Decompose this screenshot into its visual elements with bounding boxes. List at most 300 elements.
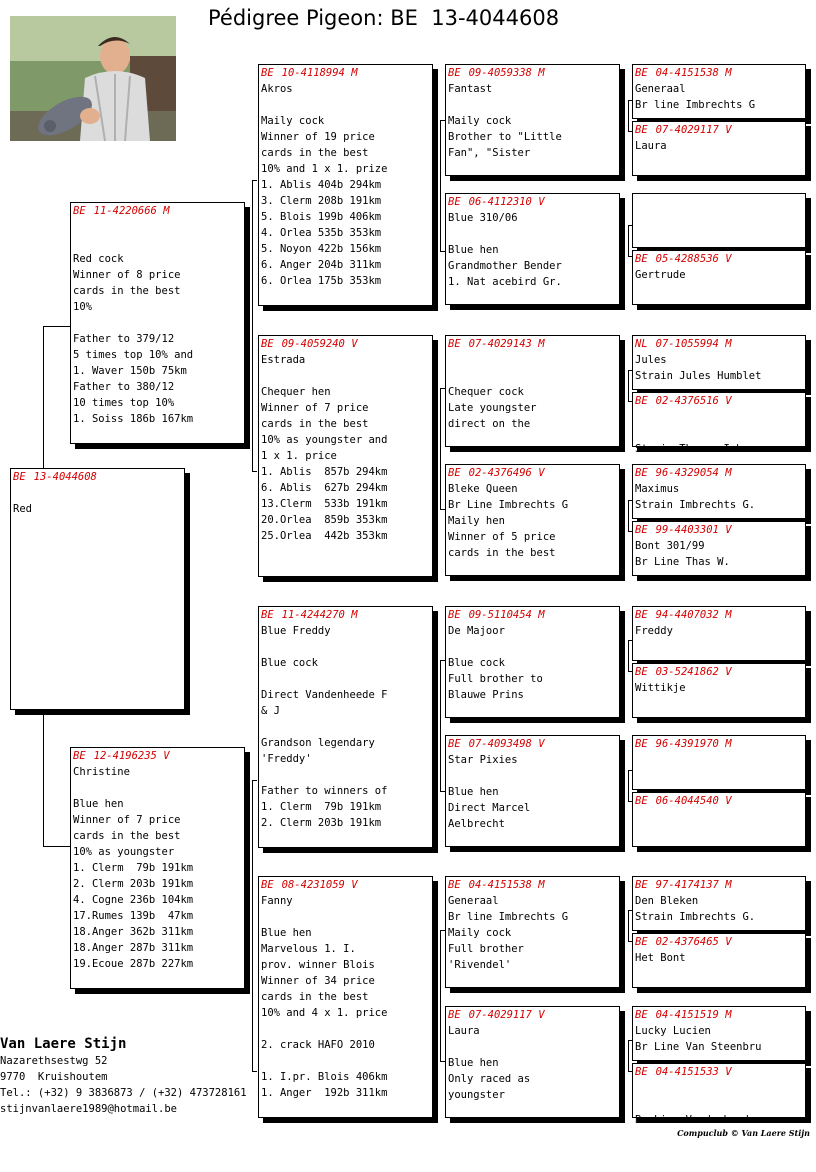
- ring-number: 07-4029143: [468, 338, 532, 350]
- pedigree-card-mf[interactable]: [258, 606, 433, 848]
- pedigree-card-g16[interactable]: [632, 1063, 806, 1126]
- pigeon-info-line: 10% and 1 x 1. prize: [261, 163, 388, 175]
- pigeon-info-line: [633, 425, 805, 441]
- pigeon-info-line: Strain Imbrechts G.: [635, 499, 756, 511]
- pigeon-info-line: [633, 283, 805, 299]
- owner-city: 9770 Kruishoutem: [0, 1071, 108, 1083]
- pigeon-name: Estrada: [261, 354, 306, 366]
- pedigree-card-g13[interactable]: [632, 876, 806, 931]
- ring-sex: M: [351, 67, 358, 79]
- pigeon-info-line: cards in the best: [73, 285, 181, 297]
- ring-code: [633, 522, 805, 538]
- pigeon-name: [633, 752, 805, 768]
- ring-number: 11-4244270: [281, 609, 345, 621]
- pigeon-info-line: [446, 97, 619, 113]
- pigeon-info-line: 18.Anger 362b 311km: [73, 926, 194, 938]
- connector: [43, 326, 70, 327]
- pedigree-card-mother[interactable]: [70, 747, 245, 989]
- pigeon-name: Wittikje: [635, 682, 686, 694]
- pigeon-info-line: Aelbrecht: [448, 818, 505, 830]
- pigeon-name: [633, 1080, 805, 1096]
- pigeon-name: Bleke Queen: [448, 483, 518, 495]
- pigeon-info-line: Full brother to: [448, 673, 543, 685]
- ring-code: [633, 336, 805, 352]
- pigeon-info-line: Blue hen: [73, 798, 124, 810]
- pigeon-info-line: 5 times top 10% and: [73, 349, 194, 361]
- ring-country: BE: [448, 879, 461, 891]
- ring-code: [633, 793, 805, 809]
- pigeon-name: [71, 219, 244, 235]
- ring-country: BE: [73, 750, 86, 762]
- owner-contact: [0, 1035, 247, 1117]
- pigeon-info-line: Red cock: [73, 253, 124, 265]
- pigeon-info-line: 1. Clerm 79b 191km: [261, 801, 382, 813]
- ring-code: [633, 122, 805, 138]
- ring-number: 02-4376465: [655, 936, 719, 948]
- ring-sex: M: [538, 879, 545, 891]
- pigeon-info-line: [259, 368, 432, 384]
- pedigree-card-g3[interactable]: [632, 193, 806, 248]
- pigeon-info-line: 13.Clerm 533b 191km: [261, 498, 388, 510]
- pigeon-info-line: 10 times top 10%: [73, 397, 175, 409]
- ring-number: 09-4059338: [468, 67, 532, 79]
- ring-sex: V: [725, 124, 732, 136]
- ring-sex: M: [538, 338, 545, 350]
- pigeon-info-line: 10%: [73, 301, 92, 313]
- pigeon-info-line: [446, 368, 619, 384]
- pigeon-info-line: Blue cock: [261, 657, 318, 669]
- ring-sex: V: [538, 738, 545, 750]
- pigeon-info-line: 'Freddy': [261, 753, 312, 765]
- pigeon-name: Lucky Lucien: [635, 1025, 711, 1037]
- pedigree-card-subject[interactable]: [10, 468, 185, 710]
- pigeon-info-line: [633, 966, 805, 982]
- ring-country: BE: [635, 879, 648, 891]
- pigeon-name: [446, 352, 619, 368]
- ring-country: BE: [635, 795, 648, 807]
- pigeon-info-line: 1. Soiss 186b 167km: [73, 413, 194, 425]
- pigeon-info-line: Strain Jules Humblet: [635, 370, 762, 382]
- pigeon-info-line: 10% and 4 x 1. price: [261, 1007, 388, 1019]
- ring-sex: V: [725, 1066, 732, 1078]
- pigeon-info-line: Winner of 19 price: [261, 131, 375, 143]
- pigeon-info-line: [259, 767, 432, 783]
- ring-country: BE: [448, 609, 461, 621]
- ring-code: [446, 194, 619, 210]
- pedigree-card-g5[interactable]: [632, 335, 806, 390]
- ring-sex: V: [725, 524, 732, 536]
- pedigree-card-father[interactable]: [70, 202, 245, 444]
- ring-number: 05-4288536: [655, 253, 719, 265]
- pigeon-info-line: [633, 768, 805, 784]
- pigeon-info-line: Red: [13, 503, 32, 515]
- ring-country: BE: [13, 471, 26, 483]
- pigeon-info-line: [633, 696, 805, 712]
- ring-country: BE: [635, 936, 648, 948]
- pigeon-info-line: Br line Imbrechts G: [448, 911, 569, 923]
- pigeon-info-line: Winner of 34 price: [261, 975, 375, 987]
- ring-country: BE: [73, 205, 86, 217]
- pigeon-info-line: 20.Orlea 859b 353km: [261, 514, 388, 526]
- ring-number: 96-4391970: [655, 738, 719, 750]
- pigeon-info-line: 1. I.pr. Blois 406km: [261, 1071, 388, 1083]
- owner-email[interactable]: stijnvanlaere1989@hotmail.be: [0, 1103, 178, 1115]
- pedigree-card-g11[interactable]: [632, 735, 806, 790]
- ring-number: 02-4376516: [655, 395, 719, 407]
- ring-country: BE: [635, 253, 648, 265]
- pigeon-info-line: [633, 154, 805, 170]
- ring-sex: V: [725, 795, 732, 807]
- pigeon-info-line: [71, 780, 244, 796]
- ring-sex: M: [725, 609, 732, 621]
- ring-country: BE: [635, 524, 648, 536]
- pigeon-name: Christine: [73, 766, 130, 778]
- pigeon-info-line: Maily cock: [448, 115, 512, 127]
- pigeon-info-line: Brother to "Little: [448, 131, 562, 143]
- pedigree-card-g14[interactable]: [632, 933, 806, 988]
- ring-country: BE: [635, 395, 648, 407]
- page-title: Pédigree Pigeon: BE 13-4044608: [208, 6, 560, 30]
- pedigree-card-g7[interactable]: [632, 464, 806, 519]
- pigeon-info-line: 5. Blois 199b 406km: [261, 211, 382, 223]
- pigeon-info-line: Maily cock: [261, 115, 325, 127]
- pigeon-name: Freddy: [635, 625, 673, 637]
- owner-address: Nazarethsestwg 52: [0, 1055, 108, 1067]
- ring-code: [446, 65, 619, 81]
- ring-number: 13-4044608: [33, 471, 97, 483]
- pigeon-info-line: Full brother: [448, 943, 524, 955]
- pigeon-info-line: Late youngster: [448, 402, 537, 414]
- pigeon-info-line: Blue hen: [448, 244, 499, 256]
- pigeon-info-line: cards in the best: [261, 991, 369, 1003]
- ring-code: [633, 251, 805, 267]
- pigeon-info-line: [633, 639, 805, 655]
- pigeon-info-line: Direct Vandenheede F: [261, 689, 388, 701]
- ring-number: 04-4151533: [655, 1066, 719, 1078]
- ring-number: 06-4044540: [655, 795, 719, 807]
- pigeon-info-line: [259, 671, 432, 687]
- ring-sex: M: [538, 67, 545, 79]
- footer-credit: Compuclub © Van Laere Stijn: [677, 1128, 810, 1138]
- pigeon-info-line: Br Line Vandenheede: [635, 1114, 756, 1126]
- connector: [43, 709, 44, 846]
- owner-phone: Tel.: (+32) 9 3836873 / (+32) 473728161: [0, 1087, 247, 1099]
- pigeon-name: Maximus: [635, 483, 680, 495]
- pigeon-info-line: Chequer hen: [261, 386, 331, 398]
- pigeon-name: Fantast: [448, 83, 493, 95]
- pigeon-info-line: Blue hen: [261, 927, 312, 939]
- pedigree-card-fm[interactable]: [258, 335, 433, 577]
- pigeon-info-line: 1. Nat acebird Gr.: [448, 276, 562, 288]
- pigeon-info-line: youngster: [448, 1089, 505, 1101]
- pigeon-info-line: Br Line Van Steenbru: [635, 1041, 762, 1053]
- ring-sex: M: [351, 609, 358, 621]
- pigeon-name: Generaal: [635, 83, 686, 95]
- pigeon-info-line: 6. Ablis 627b 294km: [261, 482, 388, 494]
- ring-country: BE: [635, 738, 648, 750]
- ring-code: [11, 469, 184, 485]
- pigeon-info-line: Br Line Thas W.: [635, 556, 730, 568]
- pigeon-info-line: 25.Orlea 442b 353km: [261, 530, 388, 542]
- ring-country: BE: [635, 467, 648, 479]
- pedigree-card-g8[interactable]: [632, 521, 806, 576]
- ring-number: 09-5110454: [468, 609, 532, 621]
- pedigree-card-fff[interactable]: [445, 64, 620, 176]
- ring-code: [633, 393, 805, 409]
- pigeon-info-line: [259, 1053, 432, 1069]
- pigeon-name: Star Pixies: [448, 754, 518, 766]
- pigeon-info-line: 1 x 1. price: [261, 450, 337, 462]
- pedigree-card-g10[interactable]: [632, 663, 806, 718]
- pigeon-info-line: Winner of 8 price: [73, 269, 181, 281]
- pedigree-card-g15[interactable]: [632, 1006, 806, 1061]
- pedigree-card-mmm[interactable]: [445, 1006, 620, 1118]
- pedigree-card-mmf[interactable]: [445, 876, 620, 988]
- ring-sex: V: [538, 467, 545, 479]
- ring-code: [71, 748, 244, 764]
- pigeon-info-line: [259, 97, 432, 113]
- pigeon-info-line: cards in the best: [73, 830, 181, 842]
- ring-country: NL: [635, 338, 648, 350]
- ring-number: 07-4029117: [655, 124, 719, 136]
- pedigree-card-fmm[interactable]: [445, 464, 620, 576]
- ring-number: 94-4407032: [655, 609, 719, 621]
- pigeon-info-line: & J: [261, 705, 280, 717]
- pigeon-name: Het Bont: [635, 952, 686, 964]
- pedigree-card-g1[interactable]: [632, 64, 806, 119]
- pigeon-info-line: 1. Anger 192b 311km: [261, 1087, 388, 1099]
- ring-country: BE: [635, 1066, 648, 1078]
- pigeon-name: Fanny: [261, 895, 293, 907]
- ring-code: [633, 194, 805, 210]
- pigeon-info-line: Maily cock: [448, 927, 512, 939]
- pigeon-info-line: Father to 379/12: [73, 333, 175, 345]
- pedigree-card-g2[interactable]: [632, 121, 806, 176]
- ring-country: BE: [261, 67, 274, 79]
- pigeon-info-line: Blue hen: [448, 1057, 499, 1069]
- pedigree-card-mff[interactable]: [445, 606, 620, 718]
- pigeon-info-line: prov. winner Blois: [261, 959, 375, 971]
- pigeon-info-line: 10% as youngster: [73, 846, 175, 858]
- pigeon-info-line: 2. Clerm 203b 191km: [73, 878, 194, 890]
- ring-sex: V: [163, 750, 170, 762]
- ring-code: [446, 877, 619, 893]
- ring-number: 97-4174137: [655, 879, 719, 891]
- pigeon-info-line: Winner of 5 price: [448, 531, 556, 543]
- owner-name: Van Laere Stijn: [0, 1036, 127, 1052]
- pigeon-info-line: Br Line Imbrechts G: [448, 499, 569, 511]
- photo-image: [10, 16, 176, 141]
- ring-sex: M: [725, 738, 732, 750]
- pigeon-info-line: [633, 825, 805, 841]
- ring-sex: M: [725, 338, 732, 350]
- ring-number: 96-4329054: [655, 467, 719, 479]
- pedigree-card-mm[interactable]: [258, 876, 433, 1118]
- pigeon-info-line: [71, 235, 244, 251]
- pigeon-info-line: Father to 380/12: [73, 381, 175, 393]
- pigeon-info-line: cards in the best: [261, 147, 369, 159]
- ring-sex: M: [725, 467, 732, 479]
- ring-country: BE: [448, 1009, 461, 1021]
- pigeon-info-line: [633, 1096, 805, 1112]
- ring-number: 11-4220666: [93, 205, 157, 217]
- ring-sex: V: [725, 395, 732, 407]
- pedigree-card-ff[interactable]: [258, 64, 433, 306]
- pigeon-info-line: cards in the best: [261, 418, 369, 430]
- pigeon-info-line: Father to winners of: [261, 785, 388, 797]
- pigeon-info-line: 4. Cogne 236b 104km: [73, 894, 194, 906]
- ring-code: [446, 336, 619, 352]
- pigeon-info-line: 1. Waver 150b 75km: [73, 365, 187, 377]
- ring-country: BE: [635, 609, 648, 621]
- pigeon-info-line: [71, 315, 244, 331]
- ring-number: 02-4376496: [468, 467, 532, 479]
- pigeon-info-line: [259, 909, 432, 925]
- pigeon-name: De Majoor: [448, 625, 505, 637]
- pedigree-card-g4[interactable]: [632, 250, 806, 305]
- pigeon-name: Generaal: [448, 895, 499, 907]
- pigeon-info-line: [446, 1039, 619, 1055]
- ring-sex: M: [725, 879, 732, 891]
- connector-bracket: [252, 180, 257, 472]
- pigeon-name: Laura: [448, 1025, 480, 1037]
- ring-country: BE: [448, 196, 461, 208]
- pigeon-info-line: [259, 719, 432, 735]
- pigeon-name: Blue 310/06: [448, 212, 518, 224]
- pigeon-info-line: [446, 768, 619, 784]
- ring-number: 10-4118994: [281, 67, 345, 79]
- pigeon-info-line: direct on the: [448, 418, 531, 430]
- pigeon-info-line: 5. Noyon 422b 156km: [261, 243, 382, 255]
- ring-sex: V: [351, 338, 358, 350]
- pigeon-info-line: 17.Rumes 139b 47km: [73, 910, 194, 922]
- pedigree-card-g6[interactable]: [632, 392, 806, 455]
- ring-number: 07-1055994: [655, 338, 719, 350]
- ring-code: [259, 607, 432, 623]
- ring-number: 99-4403301: [655, 524, 719, 536]
- pigeon-info-line: [259, 1021, 432, 1037]
- pigeon-info-line: [446, 226, 619, 242]
- pigeon-info-line: [633, 226, 805, 242]
- pigeon-info-line: Grandson legendary: [261, 737, 375, 749]
- ring-code: [259, 877, 432, 893]
- ring-code: [633, 877, 805, 893]
- pigeon-name: [11, 485, 184, 501]
- ring-country: BE: [635, 1009, 648, 1021]
- pigeon-name: Blue Freddy: [261, 625, 331, 637]
- ring-code: [633, 465, 805, 481]
- pigeon-name: [633, 210, 805, 226]
- pigeon-info-line: 'Rivendel': [448, 959, 512, 971]
- pigeon-name: Den Bleken: [635, 895, 699, 907]
- pigeon-info-line: 1. Clerm 79b 191km: [73, 862, 194, 874]
- connector-bracket: [252, 780, 257, 1072]
- ring-number: 06-4112310: [468, 196, 532, 208]
- ring-sex: V: [725, 936, 732, 948]
- pigeon-name: Akros: [261, 83, 293, 95]
- ring-sex: V: [538, 1009, 545, 1021]
- pigeon-info-line: Blauwe Prins: [448, 689, 524, 701]
- pigeon-info-line: 1. Ablis 857b 294km: [261, 466, 388, 478]
- ring-country: BE: [448, 738, 461, 750]
- pigeon-info-line: [446, 639, 619, 655]
- pigeon-info-line: 18.Anger 287b 311km: [73, 942, 194, 954]
- pigeon-holder-photo: [10, 16, 176, 141]
- pigeon-info-line: 2. crack HAFO 2010: [261, 1039, 375, 1051]
- pedigree-card-mfm[interactable]: [445, 735, 620, 847]
- ring-code: [633, 607, 805, 623]
- ring-number: 03-5241862: [655, 666, 719, 678]
- pedigree-card-g9[interactable]: [632, 606, 806, 661]
- ring-country: BE: [635, 124, 648, 136]
- ring-country: BE: [448, 467, 461, 479]
- ring-sex: V: [725, 253, 732, 265]
- ring-code: [633, 736, 805, 752]
- ring-number: 07-4029117: [468, 1009, 532, 1021]
- pigeon-info-line: 19.Ecoue 287b 227km: [73, 958, 194, 970]
- pigeon-name: [633, 409, 805, 425]
- ring-country: BE: [635, 67, 648, 79]
- ring-number: 09-4059240: [281, 338, 345, 350]
- ring-sex: M: [163, 205, 170, 217]
- ring-country: BE: [261, 338, 274, 350]
- pigeon-name: Laura: [635, 140, 667, 152]
- pigeon-info-line: Maily hen: [448, 515, 505, 527]
- ring-code: [633, 65, 805, 81]
- ring-number: 08-4231059: [281, 879, 345, 891]
- ring-number: 04-4151538: [655, 67, 719, 79]
- pedigree-card-g12[interactable]: [632, 792, 806, 847]
- pigeon-info-line: Blue cock: [448, 657, 505, 669]
- pigeon-info-line: Blue hen: [448, 786, 499, 798]
- pigeon-info-line: Grandmother Bender: [448, 260, 562, 272]
- pigeon-name: Jules: [635, 354, 667, 366]
- ring-sex: V: [725, 666, 732, 678]
- pigeon-info-line: [259, 639, 432, 655]
- ring-country: BE: [448, 67, 461, 79]
- connector: [43, 846, 70, 847]
- ring-sex: V: [538, 196, 545, 208]
- ring-code: [633, 1007, 805, 1023]
- ring-country: BE: [448, 338, 461, 350]
- ring-code: [71, 203, 244, 219]
- pigeon-name: Gertrude: [635, 269, 686, 281]
- ring-sex: V: [351, 879, 358, 891]
- ring-code: [446, 465, 619, 481]
- ring-code: [259, 65, 432, 81]
- ring-number: 04-4151538: [468, 879, 532, 891]
- pigeon-info-line: Fan", "Sister: [448, 147, 531, 159]
- pedigree-card-ffm[interactable]: [445, 193, 620, 305]
- pigeon-info-line: Winner of 7 price: [261, 402, 369, 414]
- pigeon-name: Bont 301/99: [635, 540, 705, 552]
- pigeon-info-line: Direct Marcel: [448, 802, 531, 814]
- ring-code: [633, 934, 805, 950]
- ring-code: [633, 1064, 805, 1080]
- pigeon-info-line: Strain Imbrechts G.: [635, 911, 756, 923]
- ring-code: [446, 736, 619, 752]
- pigeon-name: [633, 809, 805, 825]
- pedigree-card-fmf[interactable]: [445, 335, 620, 447]
- pigeon-info-line: Only raced as: [448, 1073, 531, 1085]
- pigeon-info-line: 1. Ablis 404b 294km: [261, 179, 382, 191]
- pigeon-info-line: 10% as youngster and: [261, 434, 388, 446]
- pigeon-info-line: 6. Orlea 175b 353km: [261, 275, 382, 287]
- pigeon-info-line: cards in the best: [448, 547, 556, 559]
- ring-number: 12-4196235: [93, 750, 157, 762]
- ring-number: 07-4093498: [468, 738, 532, 750]
- pigeon-info-line: Chequer cock: [448, 386, 524, 398]
